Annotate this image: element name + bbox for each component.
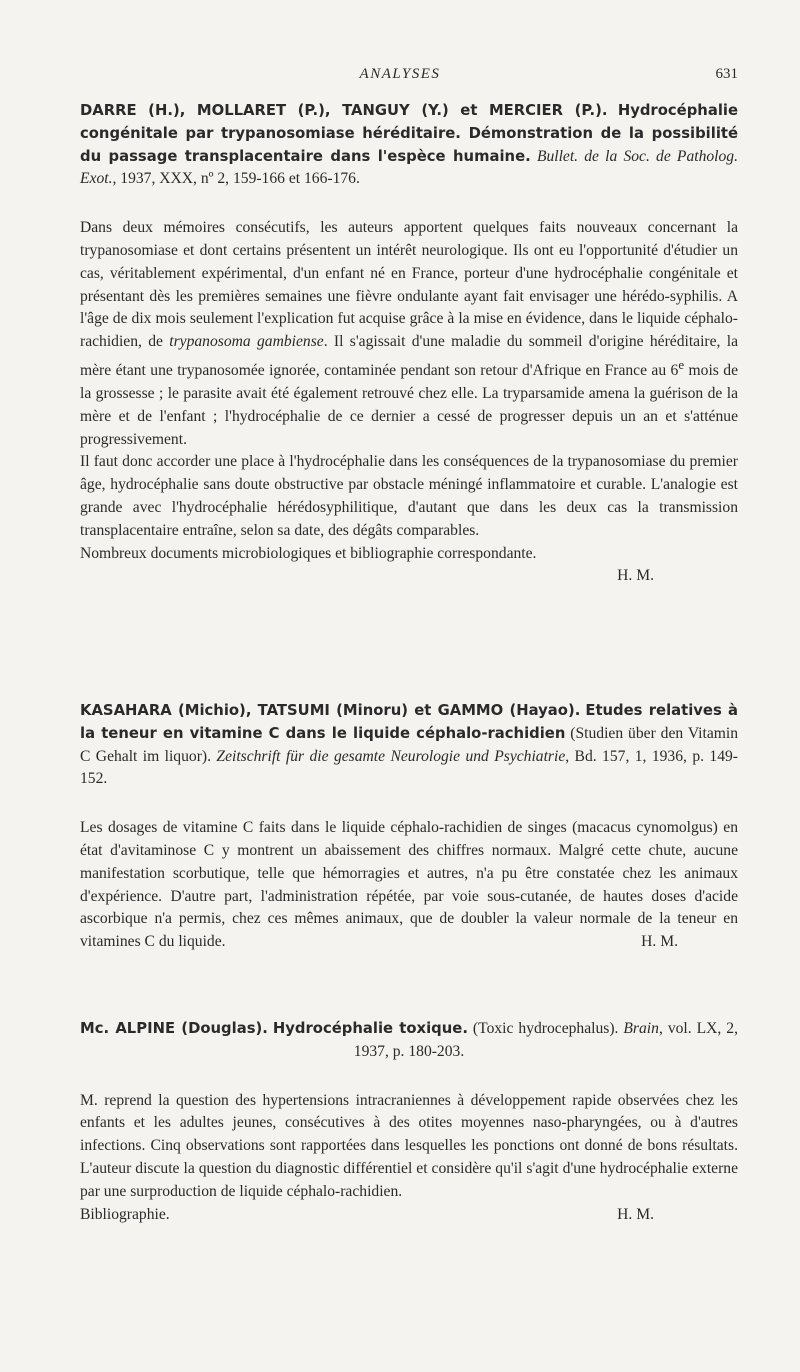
article-citation xyxy=(80,700,738,791)
article-journal: Bullet. de la Soc. de Patholog. Exot. xyxy=(80,147,738,188)
running-title: ANALYSES xyxy=(359,66,441,82)
article-journal: Brain xyxy=(623,1020,659,1037)
article-authors: DARRE (H.), MOLLARET (P.), TANGUY (Y.) et MERCIER (P.). xyxy=(80,102,608,119)
article-mcalpine xyxy=(80,1018,738,1226)
species-name: trypanosoma gambiense xyxy=(169,333,324,351)
article-title: Etudes relatives à la teneur en vitamine C dans le liquide céphalo-rachidien xyxy=(80,702,738,742)
article-signature: H. M. xyxy=(641,933,678,951)
article-abstract xyxy=(80,1090,738,1227)
page-header xyxy=(60,66,740,86)
article-signature: H. M. xyxy=(617,567,654,585)
abstract-paragraph: Dans deux mémoires consécutifs, les auteurs apportent quelques faits nouveaux concernant la trypanosomiase et dont certains présentent un intérêt neurologique. Ils ont eu l'opportunité d'étudier un cas, véritablement expérimental, d'un enfant né en France, porteur d'une hydrocéphalie congénitale et présentant dès les premières semaines une fièvre ondulante ayant fait envisager une hérédo-syphilis. A l'âge de dix mois seulement l'explication fut acquise grâce à la mise en évidence, dans le liquide céphalo-rachidien, de trypanosoma gambiense. Il s'agissait d'une maladie du sommeil d'origine héréditaire, la mère étant une trypanosomée ignorée, contaminée pendant son retour d'Afrique en France au 6e mois de la grossesse ; le parasite avait été également retrouvé chez elle. La tryparsamide amena la guérison de la mère et de l'enfant ; l'hydrocéphalie de ce dernier a cessé de progresser depuis un an et s'atténue progressivement. xyxy=(80,219,738,448)
abstract-paragraph: M. reprend la question des hypertensions intracraniennes à développement rapide observées chez les enfants et les adultes jeunes, consécutives à des otites moyennes naso-pharyngées, ou à d'autres infections. Cinq observations sont rapportées dans lesquelles les ponctions ont donné de bons résultats. L'auteur discute la question du diagnostic différentiel et considère qu'il s'agit d'une hydrocéphalie externe par une surproduction de liquide céphalo-rachidien. xyxy=(80,1091,738,1200)
article-source-details: , 1937, XXX, nº 2, 159-166 et 166-176. xyxy=(112,170,360,188)
abstract-footer xyxy=(80,1204,738,1227)
article-title: Hydrocéphalie toxique. xyxy=(272,1020,468,1037)
article-signature: H. M. xyxy=(617,1205,654,1223)
abstract-paragraph: Nombreux documents microbiologiques et bibliographie correspondante. xyxy=(80,544,537,562)
page-number: 631 xyxy=(715,66,738,82)
article-original-title: (Studien über den Vitamin C Gehalt im liquor). xyxy=(80,724,738,765)
article-darre xyxy=(80,100,738,588)
article-authors: Mc. ALPINE (Douglas). xyxy=(80,1020,268,1037)
article-title: Hydrocéphalie congénitale par trypanosomiase héréditaire. Démonstration de la possibilité du passage transplacentaire dans l'espèce humaine. xyxy=(80,102,738,165)
article-journal: Zeitschrift für die gesamte Neurologie und Psychiatrie xyxy=(216,747,566,765)
article-abstract xyxy=(80,217,738,588)
bibliography-note: Bibliographie. xyxy=(80,1205,170,1223)
article-kasahara xyxy=(80,700,738,954)
article-source-details: , vol. LX, 2, 1937, p. 180-203. xyxy=(353,1020,738,1060)
article-citation xyxy=(80,100,738,191)
article-citation xyxy=(80,1018,738,1064)
abstract-paragraph: Les dosages de vitamine C faits dans le liquide céphalo-rachidien de singes (macacus cynomolgus) en état d'avitaminose C y montrent un abaissement des chiffres normaux. Malgré cette chute, aucune manifestation scorbutique, telle que hémorragies et autres, n'a pu être constatée chez les animaux d'expérience. D'autre part, l'administration répétée, par voie sous-cutanée, de hautes doses d'acide ascorbique n'a permis, chez ces mêmes animaux, que de doubler la valeur normale de la teneur en vitamines C du liquide. H. M. xyxy=(80,817,738,954)
abstract-paragraph: Il faut donc accorder une place à l'hydrocéphalie dans les conséquences de la trypanosomiase du premier âge, hydrocéphalie sans doute obstructive par obstacle méningé inflammatoire et curable. L'analogie est grande avec l'hydrocéphalie hérédosyphilitique, d'autant que dans les deux cas la transmission transplacentaire entraîne, selon sa date, des dégâts comparables. xyxy=(80,453,738,539)
article-authors: KASAHARA (Michio), TATSUMI (Minoru) et GAMMO (Hayao). xyxy=(80,702,581,719)
article-abstract xyxy=(80,817,738,954)
article-original-title: (Toxic hydrocephalus). xyxy=(467,1020,624,1037)
article-source-details: , Bd. 157, 1, 1936, p. 149-152. xyxy=(80,747,739,788)
